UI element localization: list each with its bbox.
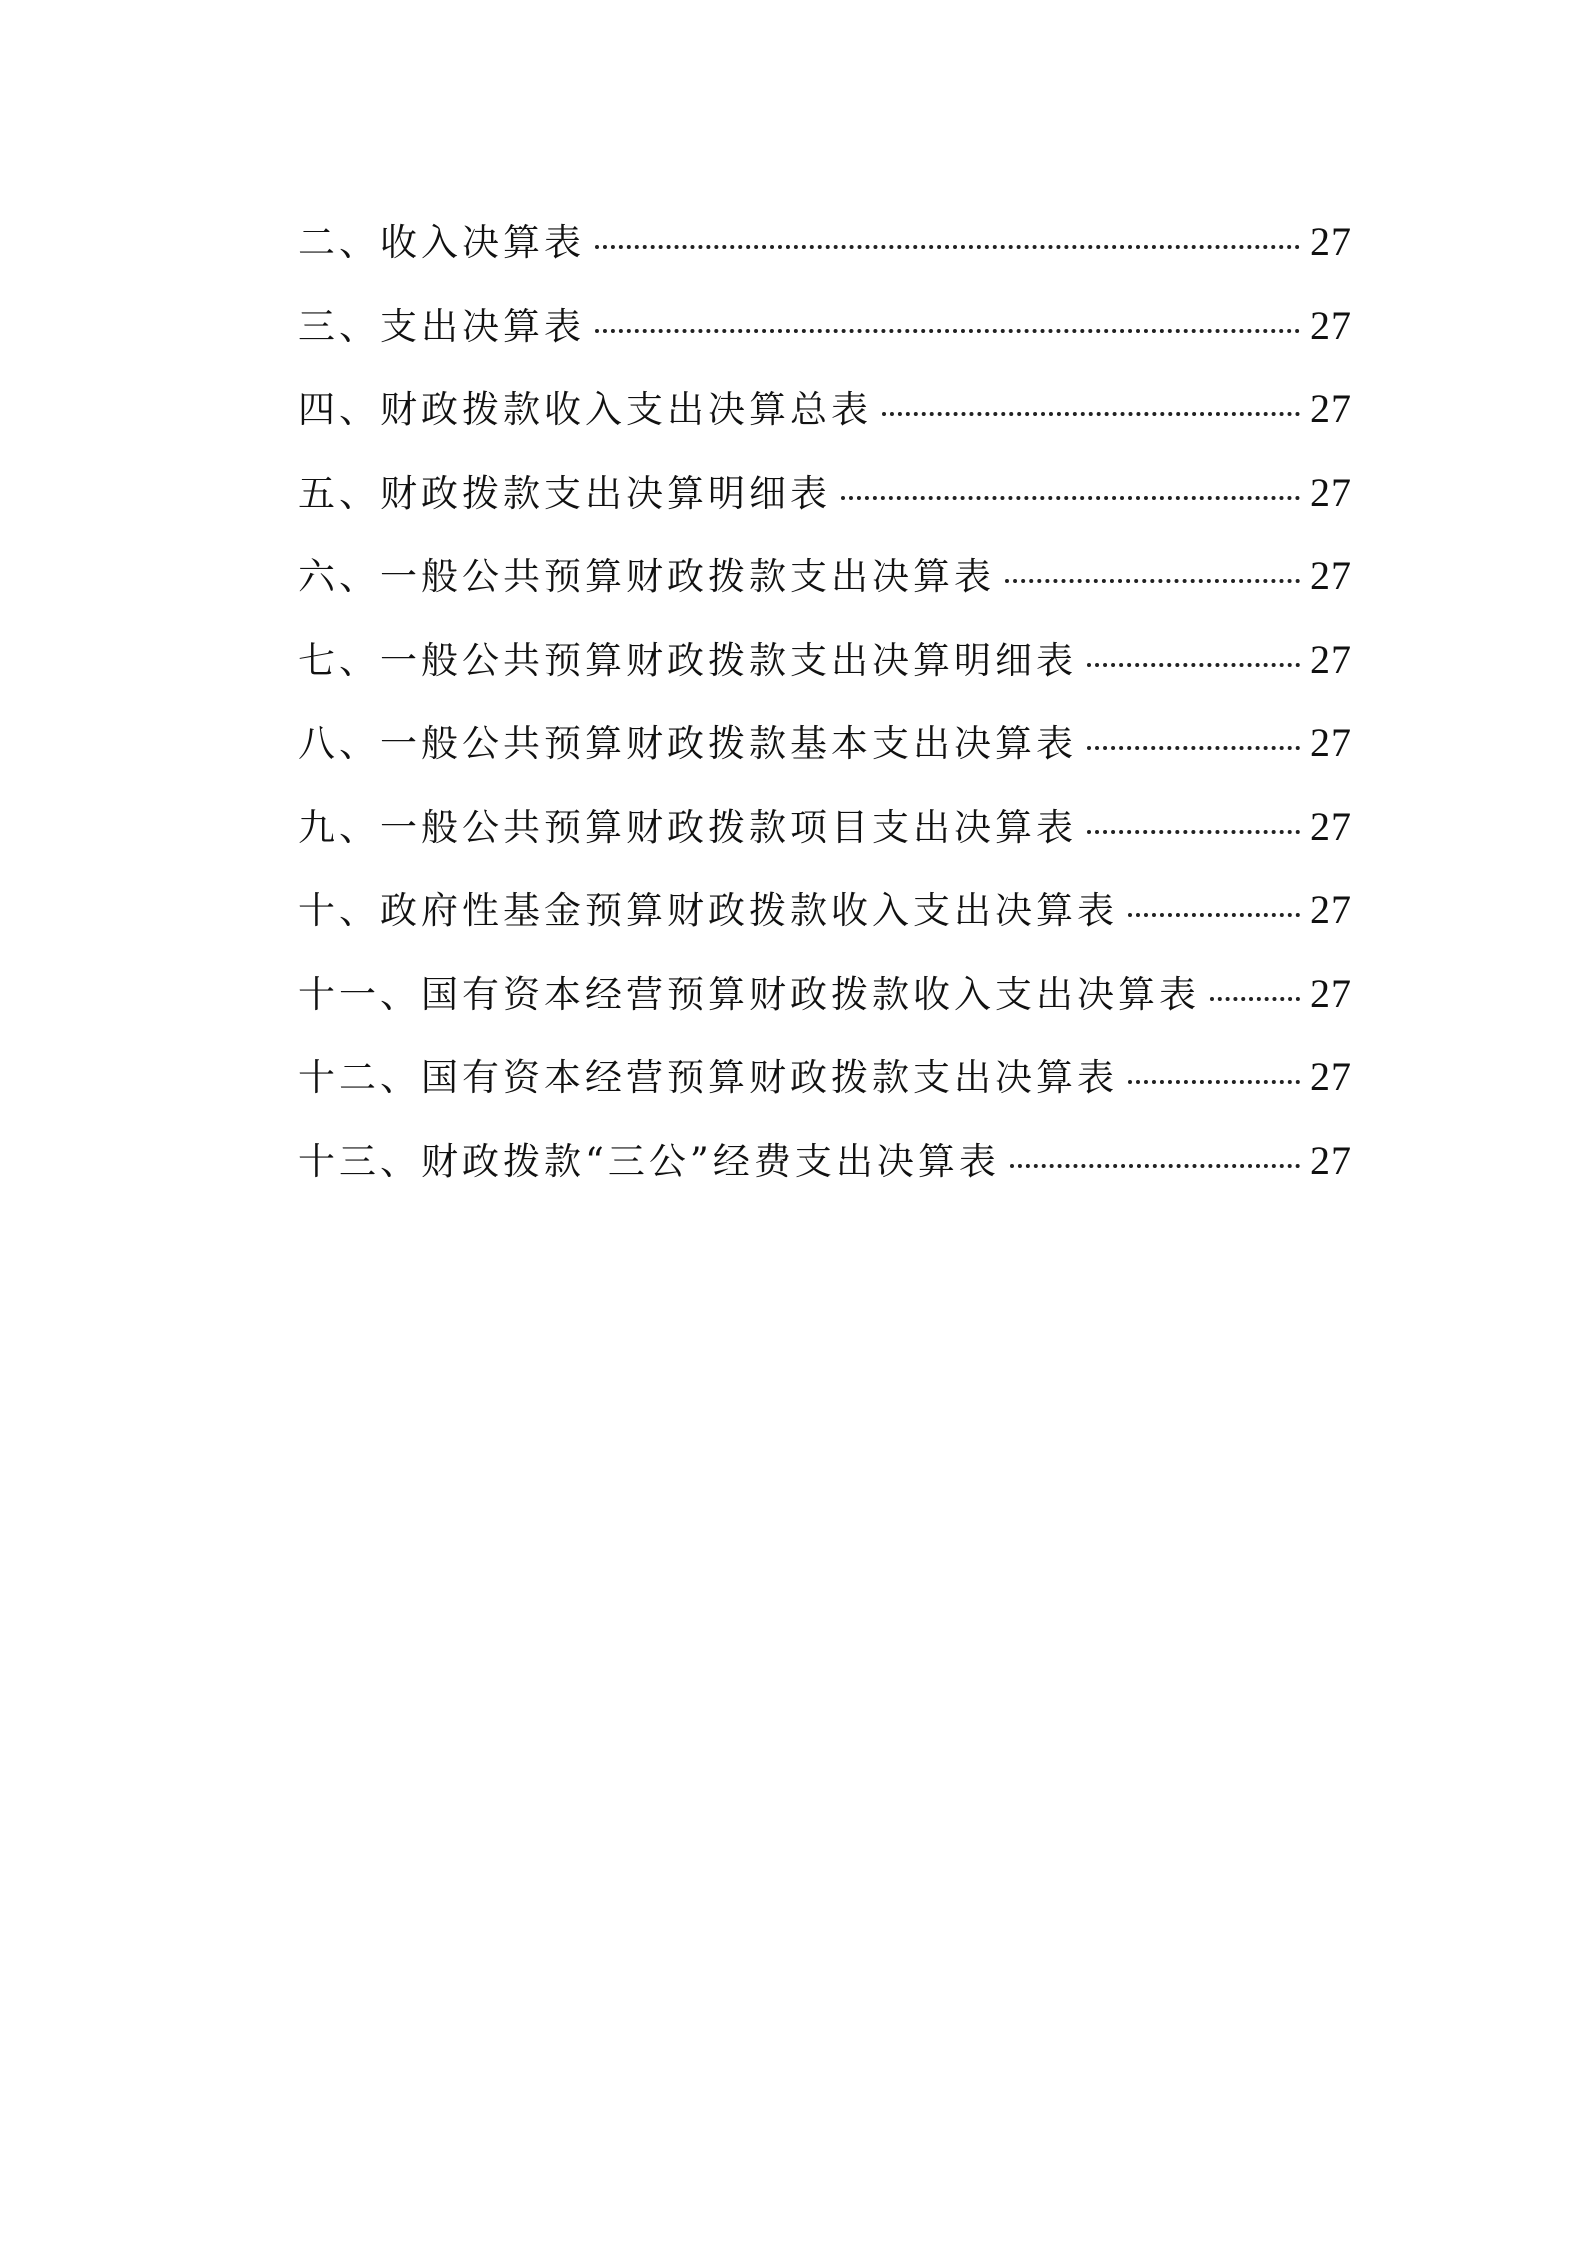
toc-entry-page: 27	[1310, 1137, 1352, 1183]
toc-entry-title: 十二、国有资本经营预算财政拨款支出决算表	[298, 1056, 1118, 1099]
toc-entry[interactable]	[298, 451, 1352, 535]
table-of-contents	[298, 200, 1352, 1202]
dot-leader	[1087, 663, 1300, 667]
toc-entry-title: 四、财政拨款收入支出决算总表	[298, 388, 872, 431]
toc-entry[interactable]	[298, 701, 1352, 785]
toc-entry[interactable]	[298, 1035, 1352, 1119]
toc-entry-title: 九、一般公共预算财政拨款项目支出决算表	[298, 805, 1077, 849]
toc-entry-title: 三、支出决算表	[298, 304, 585, 348]
toc-entry-title: 十一、国有资本经营预算财政拨款收入支出决算表	[298, 972, 1200, 1016]
toc-entry[interactable]	[298, 534, 1352, 618]
dot-leader	[841, 496, 1300, 500]
toc-entry-title: 八、一般公共预算财政拨款基本支出决算表	[298, 722, 1077, 765]
toc-entry-title: 六、一般公共预算财政拨款支出决算表	[298, 555, 995, 598]
dot-leader	[1087, 746, 1300, 750]
toc-entry-title: 七、一般公共预算财政拨款支出决算明细表	[298, 638, 1077, 682]
dot-leader	[1087, 830, 1300, 834]
dot-leader	[1210, 997, 1300, 1001]
toc-entry[interactable]	[298, 952, 1352, 1036]
toc-entry[interactable]	[298, 618, 1352, 702]
toc-entry-page: 27	[1310, 803, 1352, 849]
dot-leader	[1010, 1164, 1300, 1168]
toc-entry[interactable]	[298, 367, 1352, 451]
toc-entry-page: 27	[1310, 469, 1352, 515]
toc-entry-page: 27	[1310, 302, 1352, 348]
toc-entry-title: 二、收入决算表	[298, 221, 585, 264]
dot-leader	[595, 329, 1300, 333]
dot-leader	[1128, 1080, 1300, 1084]
toc-entry-page: 27	[1310, 970, 1352, 1016]
toc-entry-title: 十三、财政拨款“三公”经费支出决算表	[298, 1139, 1000, 1183]
dot-leader	[1005, 579, 1300, 583]
toc-entry[interactable]	[298, 785, 1352, 869]
toc-entry-page: 27	[1310, 1054, 1352, 1099]
toc-entry-page: 27	[1310, 553, 1352, 598]
toc-entry[interactable]	[298, 868, 1352, 952]
dot-leader	[595, 245, 1300, 249]
toc-entry-page: 27	[1310, 386, 1352, 431]
toc-entry-title: 五、财政拨款支出决算明细表	[298, 471, 831, 515]
dot-leader	[1128, 913, 1300, 917]
toc-entry[interactable]	[298, 1119, 1352, 1203]
toc-entry-page: 27	[1310, 636, 1352, 682]
toc-entry[interactable]	[298, 200, 1352, 284]
toc-entry-page: 27	[1310, 720, 1352, 765]
toc-entry-page: 27	[1310, 219, 1352, 264]
dot-leader	[882, 412, 1300, 416]
toc-entry-page: 27	[1310, 887, 1352, 932]
toc-entry[interactable]	[298, 284, 1352, 368]
toc-entry-title: 十、政府性基金预算财政拨款收入支出决算表	[298, 889, 1118, 932]
